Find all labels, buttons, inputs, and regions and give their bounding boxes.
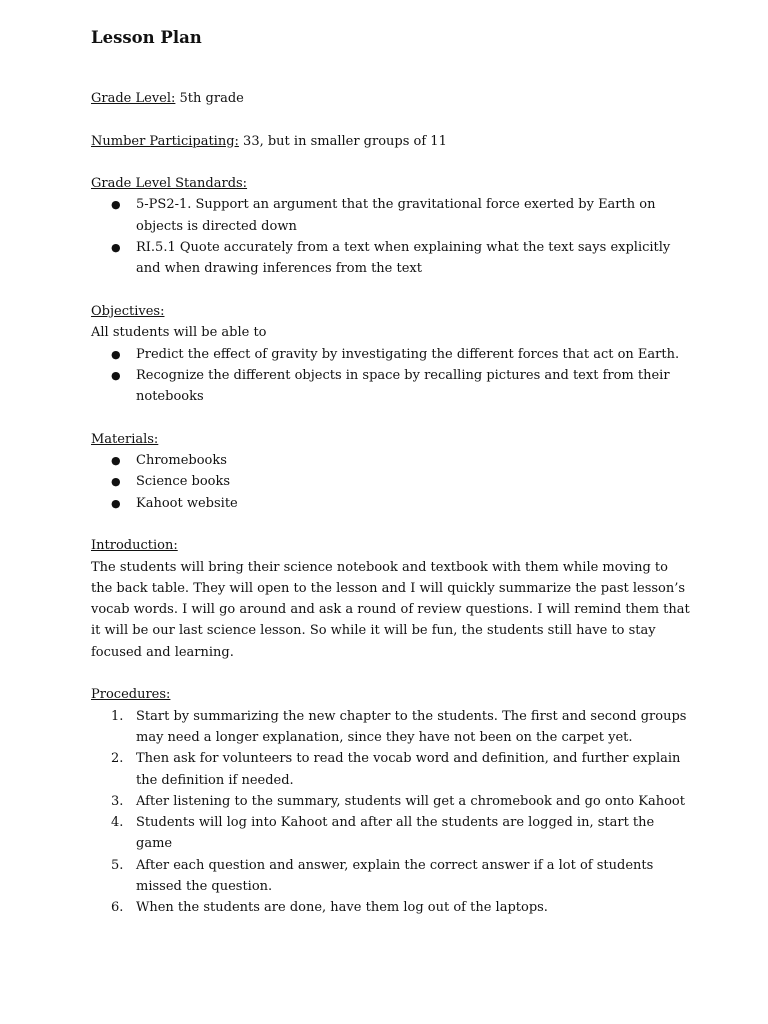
introduction-section [91,535,691,663]
list-item: ● Predict the effect of gravity by investigating the different forces that act on Earth. [91,344,691,365]
objectives-section [91,301,691,407]
page-title: Lesson Plan [91,28,202,47]
list-item: 3. After listening to the summary, students will get a chromebook and go onto Kahoot [91,791,691,812]
list-item: ● RI.5.1 Quote accurately from a text when explaining what the text says explicitly and when drawing inferences from the text [91,237,691,280]
lesson-plan-document [91,24,691,919]
participants-row [91,131,691,152]
list-item: ● Recognize the different objects in space by recalling pictures and text from their notebooks [91,365,691,408]
list-item: 4. Students will log into Kahoot and after all the students are logged in, start the game [91,812,691,855]
step-number: 6. [111,900,124,916]
bullet-icon: ● [111,198,121,212]
standards-heading: Grade Level Standards: [91,176,248,192]
bullet-icon: ● [111,347,121,361]
bullet-icon: ● [111,475,121,489]
step-number: 4. [111,815,124,831]
participants-label: Number Participating: [91,133,239,149]
objectives-list [91,344,691,408]
bullet-icon: ● [111,241,121,255]
introduction-text: The students will bring their science notebook and textbook with them while moving to the back table. They will open to the lesson and I will quickly summarize the past lesson’s vocab words. I will go around and ask a round of review questions. I will remind them that it will be our last science lesson. So while it will be fun, the students still have to stay focused and learning. [91,559,690,660]
list-item: 2. Then ask for volunteers to read the vocab word and definition, and further explain the definition if needed. [91,748,691,791]
procedures-heading: Procedures: [91,687,171,703]
bullet-icon: ● [111,368,121,382]
list-item: ● Kahoot website [91,493,691,514]
list-item: 1. Start by summarizing the new chapter to the students. The first and second groups may need a longer explanation, since they have not been on the carpet yet. [91,706,691,749]
list-item: ● 5-PS2-1. Support an argument that the gravitational force exerted by Earth on objects is directed down [91,194,691,237]
bullet-icon: ● [111,496,121,510]
materials-heading: Materials: [91,431,159,447]
grade-level-label: Grade Level: [91,91,176,106]
step-number: 3. [111,793,124,809]
list-item: 5. After each question and answer, explain the correct answer if a lot of students missed the question. [91,855,691,898]
grade-level-row [91,88,691,109]
objectives-intro: All students will be able to [91,325,267,341]
introduction-heading: Introduction: [91,538,178,554]
step-number: 1. [111,708,124,724]
bullet-icon: ● [111,454,121,468]
standards-section [91,173,691,279]
procedures-list [91,706,691,919]
grade-level-value: 5th grade [175,91,244,106]
step-number: 2. [111,751,124,767]
step-number: 5. [111,857,124,873]
materials-list [91,450,691,514]
list-item: ● Science books [91,471,691,492]
standards-list [91,194,691,279]
participants-value: 33, but in smaller groups of 11 [238,133,447,149]
objectives-heading: Objectives: [91,303,165,319]
procedures-section [91,684,691,918]
materials-section [91,429,691,514]
list-item: ● Chromebooks [91,450,691,471]
list-item: 6. When the students are done, have them log out of the laptops. [91,897,691,918]
